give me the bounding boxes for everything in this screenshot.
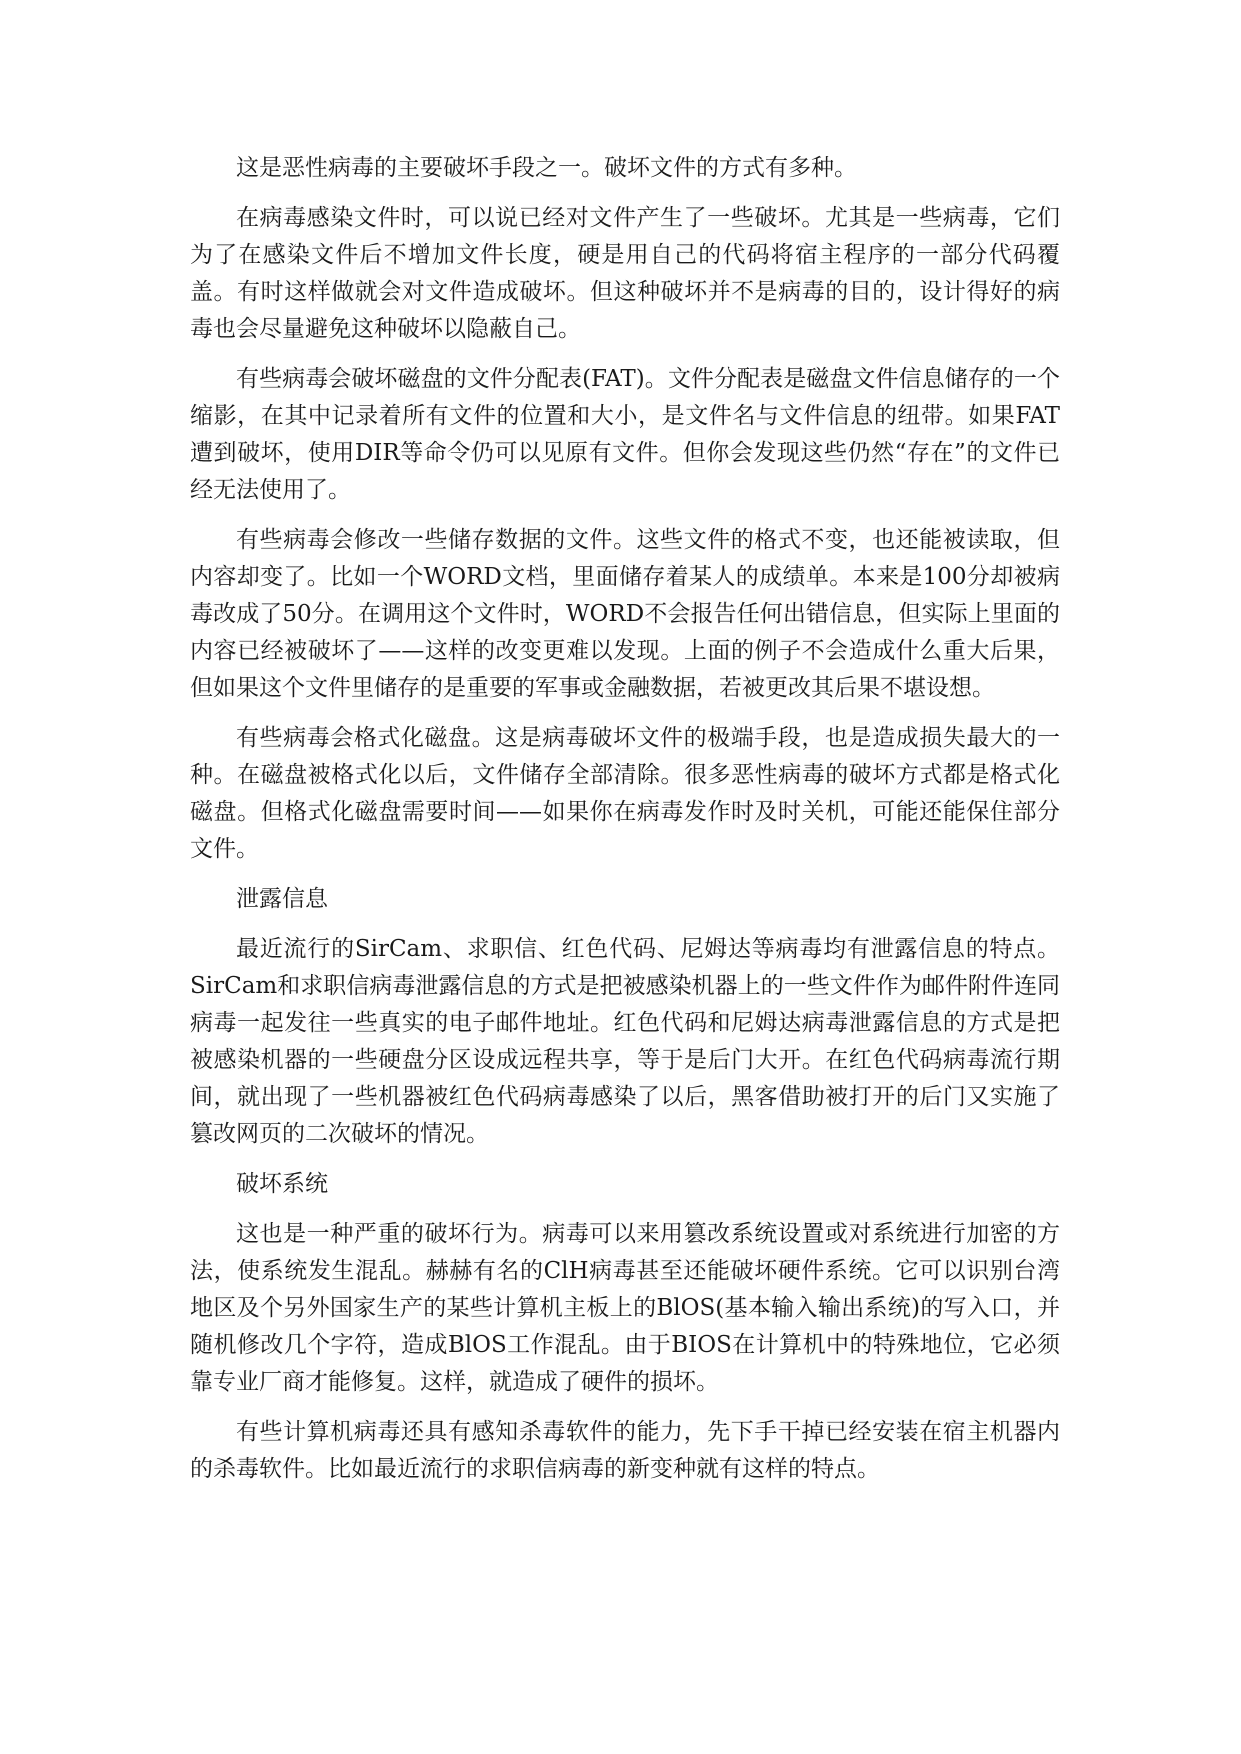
- section-heading: 泄露信息: [236, 886, 328, 912]
- document-body: [190, 150, 1060, 1501]
- paragraph: 这是恶性病毒的主要破坏手段之一。破坏文件的方式有多种。: [236, 155, 857, 181]
- paragraph: 有些计算机病毒还具有感知杀毒软件的能力，先下手干掉已经安装在宿主机器内的杀毒软件。比如最近流行的求职信病毒的新变种就有这样的特点。: [190, 1419, 1060, 1482]
- section-heading: 破坏系统: [236, 1171, 328, 1197]
- paragraph: 最近流行的SirCam、求职信、红色代码、尼姆达等病毒均有泄露信息的特点。SirCam和求职信病毒泄露信息的方式是把被感染机器上的一些文件作为邮件附件连同病毒一起发往一些真实的电子邮件地址。红色代码和尼姆达病毒泄露信息的方式是把被感染机器的一些硬盘分区设成远程共享，等于是后门大开。在红色代码病毒流行期间，就出现了一些机器被红色代码病毒感染了以后，黑客借助被打开的后门又实施了篡改网页的二次破坏的情况。: [190, 936, 1060, 1147]
- paragraph: 在病毒感染文件时，可以说已经对文件产生了一些破坏。尤其是一些病毒，它们为了在感染文件后不增加文件长度，硬是用自己的代码将宿主程序的一部分代码覆盖。有时这样做就会对文件造成破坏。但这种破坏并不是病毒的目的，设计得好的病毒也会尽量避免这种破坏以隐蔽自己。: [190, 205, 1060, 342]
- paragraph: 有些病毒会破坏磁盘的文件分配表(FAT)。文件分配表是磁盘文件信息储存的一个缩影，在其中记录着所有文件的位置和大小，是文件名与文件信息的纽带。如果FAT遭到破坏，使用DIR等命令仍可以见原有文件。但你会发现这些仍然“存在”的文件已经无法使用了。: [190, 366, 1060, 503]
- paragraph: 有些病毒会格式化磁盘。这是病毒破坏文件的极端手段，也是造成损失最大的一种。在磁盘被格式化以后，文件储存全部清除。很多恶性病毒的破坏方式都是格式化磁盘。但格式化磁盘需要时间——如果你在病毒发作时及时关机，可能还能保住部分文件。: [190, 725, 1060, 862]
- paragraph: 有些病毒会修改一些储存数据的文件。这些文件的格式不变，也还能被读取，但内容却变了。比如一个WORD文档，里面储存着某人的成绩单。本来是100分却被病毒改成了50分。在调用这个文件时，WORD不会报告任何出错信息，但实际上里面的内容已经被破坏了——这样的改变更难以发现。上面的例子不会造成什么重大后果，但如果这个文件里储存的是重要的军事或金融数据，若被更改其后果不堪设想。: [190, 527, 1060, 701]
- paragraph: 这也是一种严重的破坏行为。病毒可以来用篡改系统设置或对系统进行加密的方法，使系统发生混乱。赫赫有名的ClH病毒甚至还能破坏硬件系统。它可以识别台湾地区及个另外国家生产的某些计算机主板上的BlOS(基本输入输出系统)的写入口，并随机修改几个字符，造成BlOS工作混乱。由于BIOS在计算机中的特殊地位，它必须靠专业厂商才能修复。这样，就造成了硬件的损坏。: [190, 1221, 1060, 1395]
